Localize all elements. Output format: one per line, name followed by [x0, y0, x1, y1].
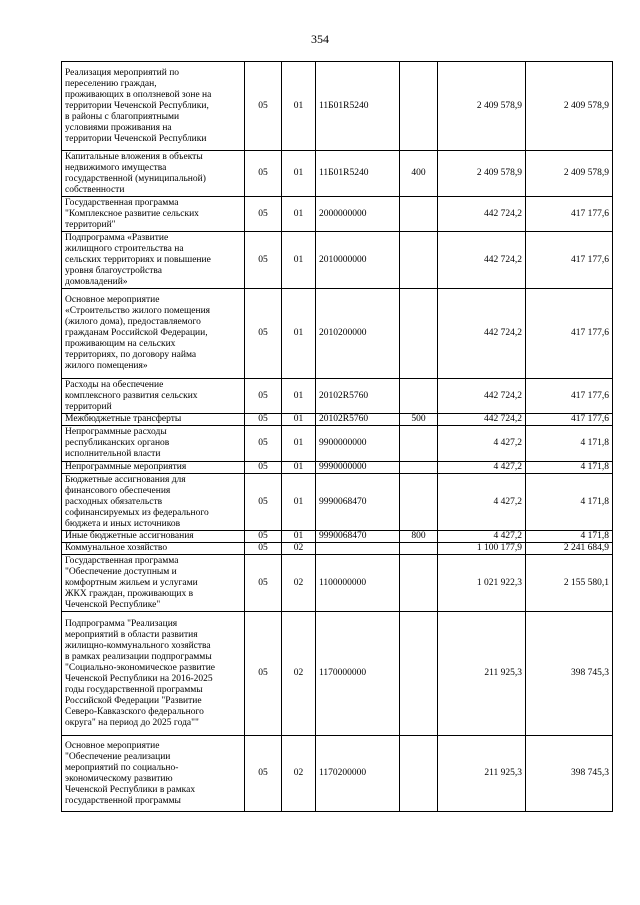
row-section: 05: [245, 379, 282, 414]
row-amount-year2: 4 171,8: [526, 531, 613, 543]
row-target-code: 9990068470: [316, 474, 400, 531]
table-row: [62, 543, 613, 555]
row-amount-year1: 4 427,2: [438, 426, 526, 462]
row-target-code: 9990000000: [316, 462, 400, 474]
table-row: [62, 197, 613, 232]
row-section: 05: [245, 289, 282, 379]
row-target-code: 11Б01R5240: [316, 151, 400, 197]
row-name: Иные бюджетные ассигнования: [62, 531, 245, 543]
row-amount-year2: 417 177,6: [526, 289, 613, 379]
table-row: [62, 474, 613, 531]
table-row: [62, 232, 613, 289]
row-subsection: 01: [282, 462, 316, 474]
row-subsection: 01: [282, 289, 316, 379]
table-row: [62, 531, 613, 543]
row-expense-type: [400, 379, 438, 414]
table-row: [62, 289, 613, 379]
row-expense-type: 400: [400, 151, 438, 197]
row-expense-type: [400, 555, 438, 612]
row-name: Непрограммные расходы республиканских органов исполнительной власти: [62, 426, 245, 462]
table-row: [62, 379, 613, 414]
row-name: Государственная программа "Обеспечение доступным и комфортным жильем и услугами ЖКХ граждан, проживающих в Чеченской Республике": [62, 555, 245, 612]
row-expense-type: [400, 474, 438, 531]
table-row: [62, 426, 613, 462]
row-expense-type: 800: [400, 531, 438, 543]
row-expense-type: [400, 197, 438, 232]
row-name: Подпрограмма "Реализация мероприятий в области развития жилищно-коммунального хозяйства в рамках реализации подпрограммы "Социально-экономическое развитие Чеченской Республики на 2016-2025 годы государственной программы Российской Федерации "Развитие Северо-Кавказского федерального округа" на период до 2025 года"": [62, 612, 245, 736]
row-amount-year1: 442 724,2: [438, 232, 526, 289]
table-row: [62, 736, 613, 812]
row-subsection: 02: [282, 555, 316, 612]
row-target-code: [316, 543, 400, 555]
row-name: Основное мероприятие "Обеспечение реализации мероприятий по социально- экономическому развитию Чеченской Республики в рамках государственной программы: [62, 736, 245, 812]
row-amount-year1: 211 925,3: [438, 612, 526, 736]
row-name: Реализация мероприятий по переселению граждан, проживающих в оползневой зоне на территории Чеченской Республики, в районы с благоприятными условиями проживания на территории Чеченской Республики: [62, 62, 245, 151]
row-section: 05: [245, 531, 282, 543]
row-name: Расходы на обеспечение комплексного развития сельских территорий: [62, 379, 245, 414]
table-row: [62, 62, 613, 151]
row-amount-year2: 398 745,3: [526, 736, 613, 812]
row-amount-year1: 442 724,2: [438, 197, 526, 232]
row-section: 05: [245, 543, 282, 555]
row-expense-type: [400, 543, 438, 555]
row-subsection: 01: [282, 62, 316, 151]
row-subsection: 01: [282, 379, 316, 414]
row-amount-year1: 442 724,2: [438, 414, 526, 426]
row-section: 05: [245, 426, 282, 462]
row-target-code: 2000000000: [316, 197, 400, 232]
table-row: [62, 462, 613, 474]
row-section: 05: [245, 62, 282, 151]
row-target-code: 9990068470: [316, 531, 400, 543]
row-subsection: 01: [282, 232, 316, 289]
row-amount-year2: 2 155 580,1: [526, 555, 613, 612]
row-expense-type: 500: [400, 414, 438, 426]
row-section: 05: [245, 414, 282, 426]
budget-table-body: [62, 62, 613, 812]
row-target-code: 20102R5760: [316, 379, 400, 414]
row-amount-year2: 4 171,8: [526, 462, 613, 474]
row-expense-type: [400, 289, 438, 379]
row-amount-year1: 4 427,2: [438, 474, 526, 531]
row-section: 05: [245, 736, 282, 812]
table-row: [62, 151, 613, 197]
row-target-code: 9900000000: [316, 426, 400, 462]
row-amount-year1: 442 724,2: [438, 289, 526, 379]
row-name: Бюджетные ассигнования для финансового обеспечения расходных обязательств софинансируемых из федерального бюджета и иных источников: [62, 474, 245, 531]
row-expense-type: [400, 462, 438, 474]
row-expense-type: [400, 612, 438, 736]
row-section: 05: [245, 462, 282, 474]
row-section: 05: [245, 151, 282, 197]
row-name: Основное мероприятие «Строительство жилого помещения (жилого дома), предоставляемого гражданам Российской Федерации, проживающим на сельских территориях, по договору найма жилого помещения»: [62, 289, 245, 379]
table-row: [62, 555, 613, 612]
row-expense-type: [400, 736, 438, 812]
row-section: 05: [245, 555, 282, 612]
row-section: 05: [245, 232, 282, 289]
row-name: Коммунальное хозяйство: [62, 543, 245, 555]
row-subsection: 01: [282, 474, 316, 531]
row-amount-year2: 4 171,8: [526, 474, 613, 531]
row-amount-year2: 417 177,6: [526, 414, 613, 426]
row-subsection: 02: [282, 736, 316, 812]
table-row: [62, 612, 613, 736]
row-subsection: 01: [282, 414, 316, 426]
row-target-code: 2010000000: [316, 232, 400, 289]
row-amount-year2: 417 177,6: [526, 232, 613, 289]
row-amount-year2: 2 409 578,9: [526, 151, 613, 197]
row-subsection: 02: [282, 612, 316, 736]
row-name: Государственная программа "Комплексное развитие сельских территорий": [62, 197, 245, 232]
row-expense-type: [400, 426, 438, 462]
row-amount-year1: 442 724,2: [438, 379, 526, 414]
row-amount-year1: 2 409 578,9: [438, 62, 526, 151]
row-section: 05: [245, 474, 282, 531]
row-subsection: 01: [282, 197, 316, 232]
row-subsection: 01: [282, 151, 316, 197]
row-section: 05: [245, 612, 282, 736]
row-amount-year1: 4 427,2: [438, 531, 526, 543]
row-target-code: 1100000000: [316, 555, 400, 612]
row-amount-year2: 4 171,8: [526, 426, 613, 462]
row-amount-year2: 2 409 578,9: [526, 62, 613, 151]
row-target-code: 1170000000: [316, 612, 400, 736]
row-name: Межбюджетные трансферты: [62, 414, 245, 426]
row-amount-year2: 2 241 684,9: [526, 543, 613, 555]
row-amount-year2: 417 177,6: [526, 379, 613, 414]
row-target-code: 1170200000: [316, 736, 400, 812]
budget-table: [61, 61, 613, 812]
row-amount-year1: 4 427,2: [438, 462, 526, 474]
table-row: [62, 414, 613, 426]
row-amount-year2: 417 177,6: [526, 197, 613, 232]
row-section: 05: [245, 197, 282, 232]
row-target-code: 11Б01R5240: [316, 62, 400, 151]
page-number: 354: [311, 32, 329, 46]
row-amount-year2: 398 745,3: [526, 612, 613, 736]
row-expense-type: [400, 62, 438, 151]
row-expense-type: [400, 232, 438, 289]
row-name: Подпрограмма «Развитие жилищного строительства на сельских территориях и повышение уровня благоустройства домовладений»: [62, 232, 245, 289]
row-amount-year1: 1 021 922,3: [438, 555, 526, 612]
row-amount-year1: 1 100 177,9: [438, 543, 526, 555]
row-amount-year1: 2 409 578,9: [438, 151, 526, 197]
row-subsection: 01: [282, 426, 316, 462]
row-name: Капитальные вложения в объекты недвижимого имущества государственной (муниципальной) собственности: [62, 151, 245, 197]
row-target-code: 2010200000: [316, 289, 400, 379]
row-subsection: 02: [282, 543, 316, 555]
row-target-code: 20102R5760: [316, 414, 400, 426]
row-amount-year1: 211 925,3: [438, 736, 526, 812]
row-subsection: 01: [282, 531, 316, 543]
row-name: Непрограммные мероприятия: [62, 462, 245, 474]
